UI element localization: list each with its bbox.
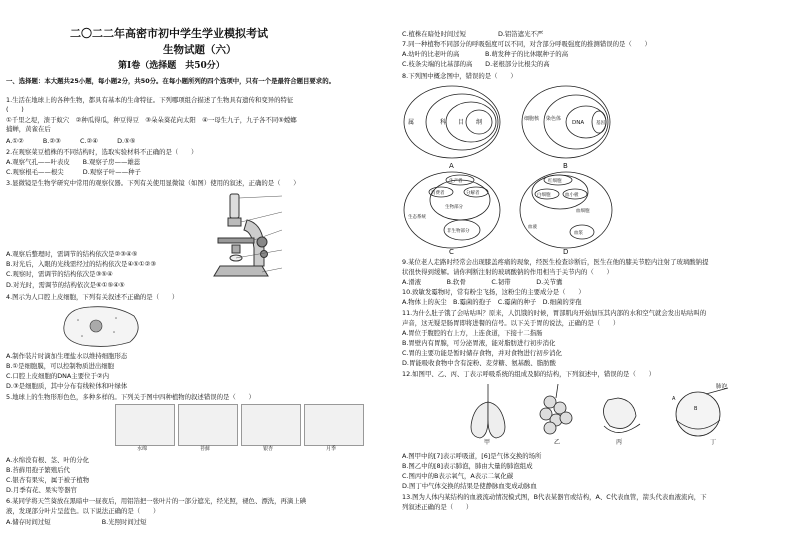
diagram-a-label: 纲 [476,119,483,126]
diagram-a-label: 属 [408,119,415,126]
question-line: A.制作装片时滴加生理盐水以维持细胞形态 [6,352,128,360]
question-line: C.口腔上皮细胞的DNA主要位于②内 [6,372,109,380]
diagram-b-label: DNA [572,120,585,126]
question-line: 液，发现部分叶片呈蓝色。以下说法正确的是（ ） [6,507,160,515]
plant-photo-taixian [178,404,238,446]
figure-caption: 甲 [484,439,491,446]
question-line: 3.显微镜是生物学研究中常用的观察仪器。下列有关使用显微镜（如图）使用的叙述，正确的是（ ） [6,179,300,187]
question-line: D.③是细胞质，其中分布有线粒体和叶绿体 [6,382,128,390]
plant-photo-yinxing [241,404,301,446]
question-line: A.观察后整理时，需调节的结构依次是②③④⑤ [6,250,138,258]
diagram-c-label: 非生物部分 [447,229,470,234]
diagram-d-caption: D [563,248,569,256]
diagram-c-label: 生产者 [449,179,463,184]
question-line: 10.致敏发霉物时，常有粉尘飞扬，这粉尘的主要成分是（ ） [402,288,585,296]
question-line: 声音，这无疑是肠胃即将进餐的信号。以下关于胃的说法，正确的是（ ） [402,319,620,327]
plant-photo-yueji [304,404,364,446]
question-line: A.物体上的灰尘 B.霉菌的孢子 C.霉菌的种子 D.细菌的芽孢 [402,298,582,306]
diagram-a-caption: A [449,162,454,170]
question-line: C.枝条尖端的比基部的高 D.老根部分比根尖的高 [402,60,550,68]
diagram-c-caption: C [449,248,454,256]
microscope-figure [192,190,292,290]
question-line: B.胃壁内有胃腺，可分泌胃液，能对脂肪进行初步消化 [402,339,556,347]
concept-diagrams [400,82,614,256]
question-line: ( ) [6,105,24,113]
question-line: 12.如图甲、乙、丙、丁表示呼吸系统的组成及肺的结构，下列叙述中，错误的是（ ） [402,370,656,378]
question-line: B.苔藓用孢子繁殖后代 [6,466,70,474]
diagram-b-label: 细胞核 [524,116,540,122]
question-line: D.月季有花、果实等器官 [6,486,77,494]
question-line: A.①② B.②③ C.②④ D.⑤⑤ [6,137,136,145]
question-line: 8.下列图中概念图中，错误的是（ ） [402,72,517,80]
diagram-d-label: 血液 [528,225,537,230]
question-line: 1.生活在地球上的各种生物，都具有基本的生命特征。下列哪项组合描述了生物具有遗传和变异的特征 [6,96,294,104]
question-line: 13.图为人体内某结构的血液流动情况模式图，B代表某器官或结构，A、C代表血管，箭头代表血液流向，下 [402,493,707,501]
question-line: A.储存时间过短 B.光照时间过短 [6,518,147,526]
question-line: 5.地球上的生物形形色色，多种多样的。下列关于图中四种植物的叙述错误的是（ ） [6,393,255,401]
question-line: 2.在观察菜豆植株的不同结构时，选取实验材料不正确的是（ ） [6,148,198,156]
question-line: 捕蝉，黄雀在后 [6,125,51,133]
question-line: A.幼叶的比老叶的高 B.萌发种子的比休眠种子的高 [402,50,569,58]
question-line: 11.为什么肚子饿了会咕咕叫？原来，人饥饿的时候，胃部肌肉开始加压其内部的水和空气就会发出咕咕叫的 [402,309,707,317]
diagram-c-label: 消费者 [431,191,445,196]
question-line: A.观察气孔——叶表皮 B.观察子房——雄蕊 [6,158,141,166]
section-heading: 第Ⅰ卷（选择题 共50分） [118,61,225,71]
diagram-b-caption: B [563,162,568,170]
plant-caption: 水绵 [137,446,148,452]
respiratory-figures [458,380,758,446]
diagram-d-label: 白细胞 [537,193,551,198]
question-line: B.图乙中的[8]表示肺泡，肺由大量的肺泡组成 [402,462,533,470]
question-line: D.图丁中气体交换的结果是使静脉血变成动脉血 [402,482,537,490]
question-line: B.对光后，入眼的光线需经过的结构依次是④⑤①②③ [6,260,157,268]
diagram-d-label: 血小板 [565,193,579,198]
instructions: 一、选择题：本大题共25小题，每小题2分，共50分。在每小题所列的四个选项中，只有一个是最符合题目要求的。 [6,77,335,85]
question-line: A.水绵没有根、茎、叶的分化 [6,456,89,464]
question-line: A.胃位于腹腔的右上方，上连食道，下接十二指肠 [402,329,543,337]
gas-label-a: A [672,396,676,402]
question-line: A.滑液 B.软骨 C.韧带 D.关节囊 [402,278,563,286]
plant-photo-shuimian [115,404,175,446]
plant-caption: 苔藓 [200,446,211,452]
question-line: 6.某同学将天竺葵放在黑暗中一昼夜后，用铝箔把一张叶片的一部分遮光，经光照，褪色、漂洗，再滴上碘 [6,497,307,505]
diagram-b-label: 染色体 [546,116,562,122]
diagram-a-label: 科 [440,119,447,126]
question-line: A.图甲中的[7]表示呼吸道，[6]是气体交换的场所 [402,452,542,460]
question-line: B.①是细胞膜，可以控制物质进出细胞 [6,362,115,370]
question-line: ①千里之堤，溃于蚁穴 ②种瓜得瓜，种豆得豆 ③朵朵葵花向太阳 ④一母生九子，九子各不同⑤螳螂 [6,116,297,124]
exam-subtitle: 生物试题（六） [163,44,237,56]
diagram-d-label: 血浆 [574,231,583,236]
question-line: 7.同一种植物不同部分的呼吸强度可以不同，对含部分呼吸强度的推测错误的是（ ） [402,40,651,48]
question-line: D.胃能吸收食物中含有淀粉、麦芽糖、氨基酸、脂肪酸 [402,359,556,367]
figure-caption: 丙 [616,439,623,446]
diagram-c-label: 生物部分 [445,205,463,210]
question-line: C.观察根毛——根尖 D.观察子叶——种子 [6,168,141,176]
diagram-d-label: 红细胞 [548,179,562,184]
question-line: C.胃的主要功能是暂时储存食物，并对食物进行初步消化 [402,349,562,357]
question-line: C.图丙中的B表示氧气，A表示二氧化碳 [402,472,514,480]
figure-caption: 乙 [554,439,561,446]
question-line: C.观察时，需调节的结构依次是③⑤④ [6,270,113,278]
diagram-c-label: 生态系统 [408,215,426,220]
cheek-cell-figure [56,302,146,350]
alveolus-label: 肺泡 [716,384,728,390]
gas-label-b: B [694,406,698,412]
plant-caption: 月季 [326,446,337,452]
question-line: 状很快得到缓解。请你判断注射的玻璃酸钠的作用相当于关节内的（ ） [402,268,613,276]
question-line: 列叙述正确的是（ ） [402,503,473,511]
diagram-d-label: 血细胞 [576,209,590,214]
plant-caption: 银杏 [263,446,274,452]
diagram-b-label: 基因 [596,121,605,126]
question-line: C.植株在暗处时间过短 D.铝箔遮光不严 [402,30,544,38]
question-line: C.银杏有果实，属于被子植物 [6,476,90,484]
question-line: D.对光时，需调节的结构依次是⑥①⑤④⑤ [6,281,125,289]
question-line: 4.图示为人口腔上皮细胞，下列有关叙述不正确的是（ ） [6,293,179,301]
figure-caption: 丁 [710,439,717,446]
question-line: 9.某位老人走路时经常会出现膝盖疼痛的现象，经医生检查诊断后，医生在他的膝关节腔内注射了玻璃酸钠提 [402,258,709,266]
diagram-a-label: 目 [458,119,465,126]
diagram-c-label: 分解者 [466,191,480,196]
exam-title: 二〇二二年高密市初中学生学业模拟考试 [70,27,268,40]
